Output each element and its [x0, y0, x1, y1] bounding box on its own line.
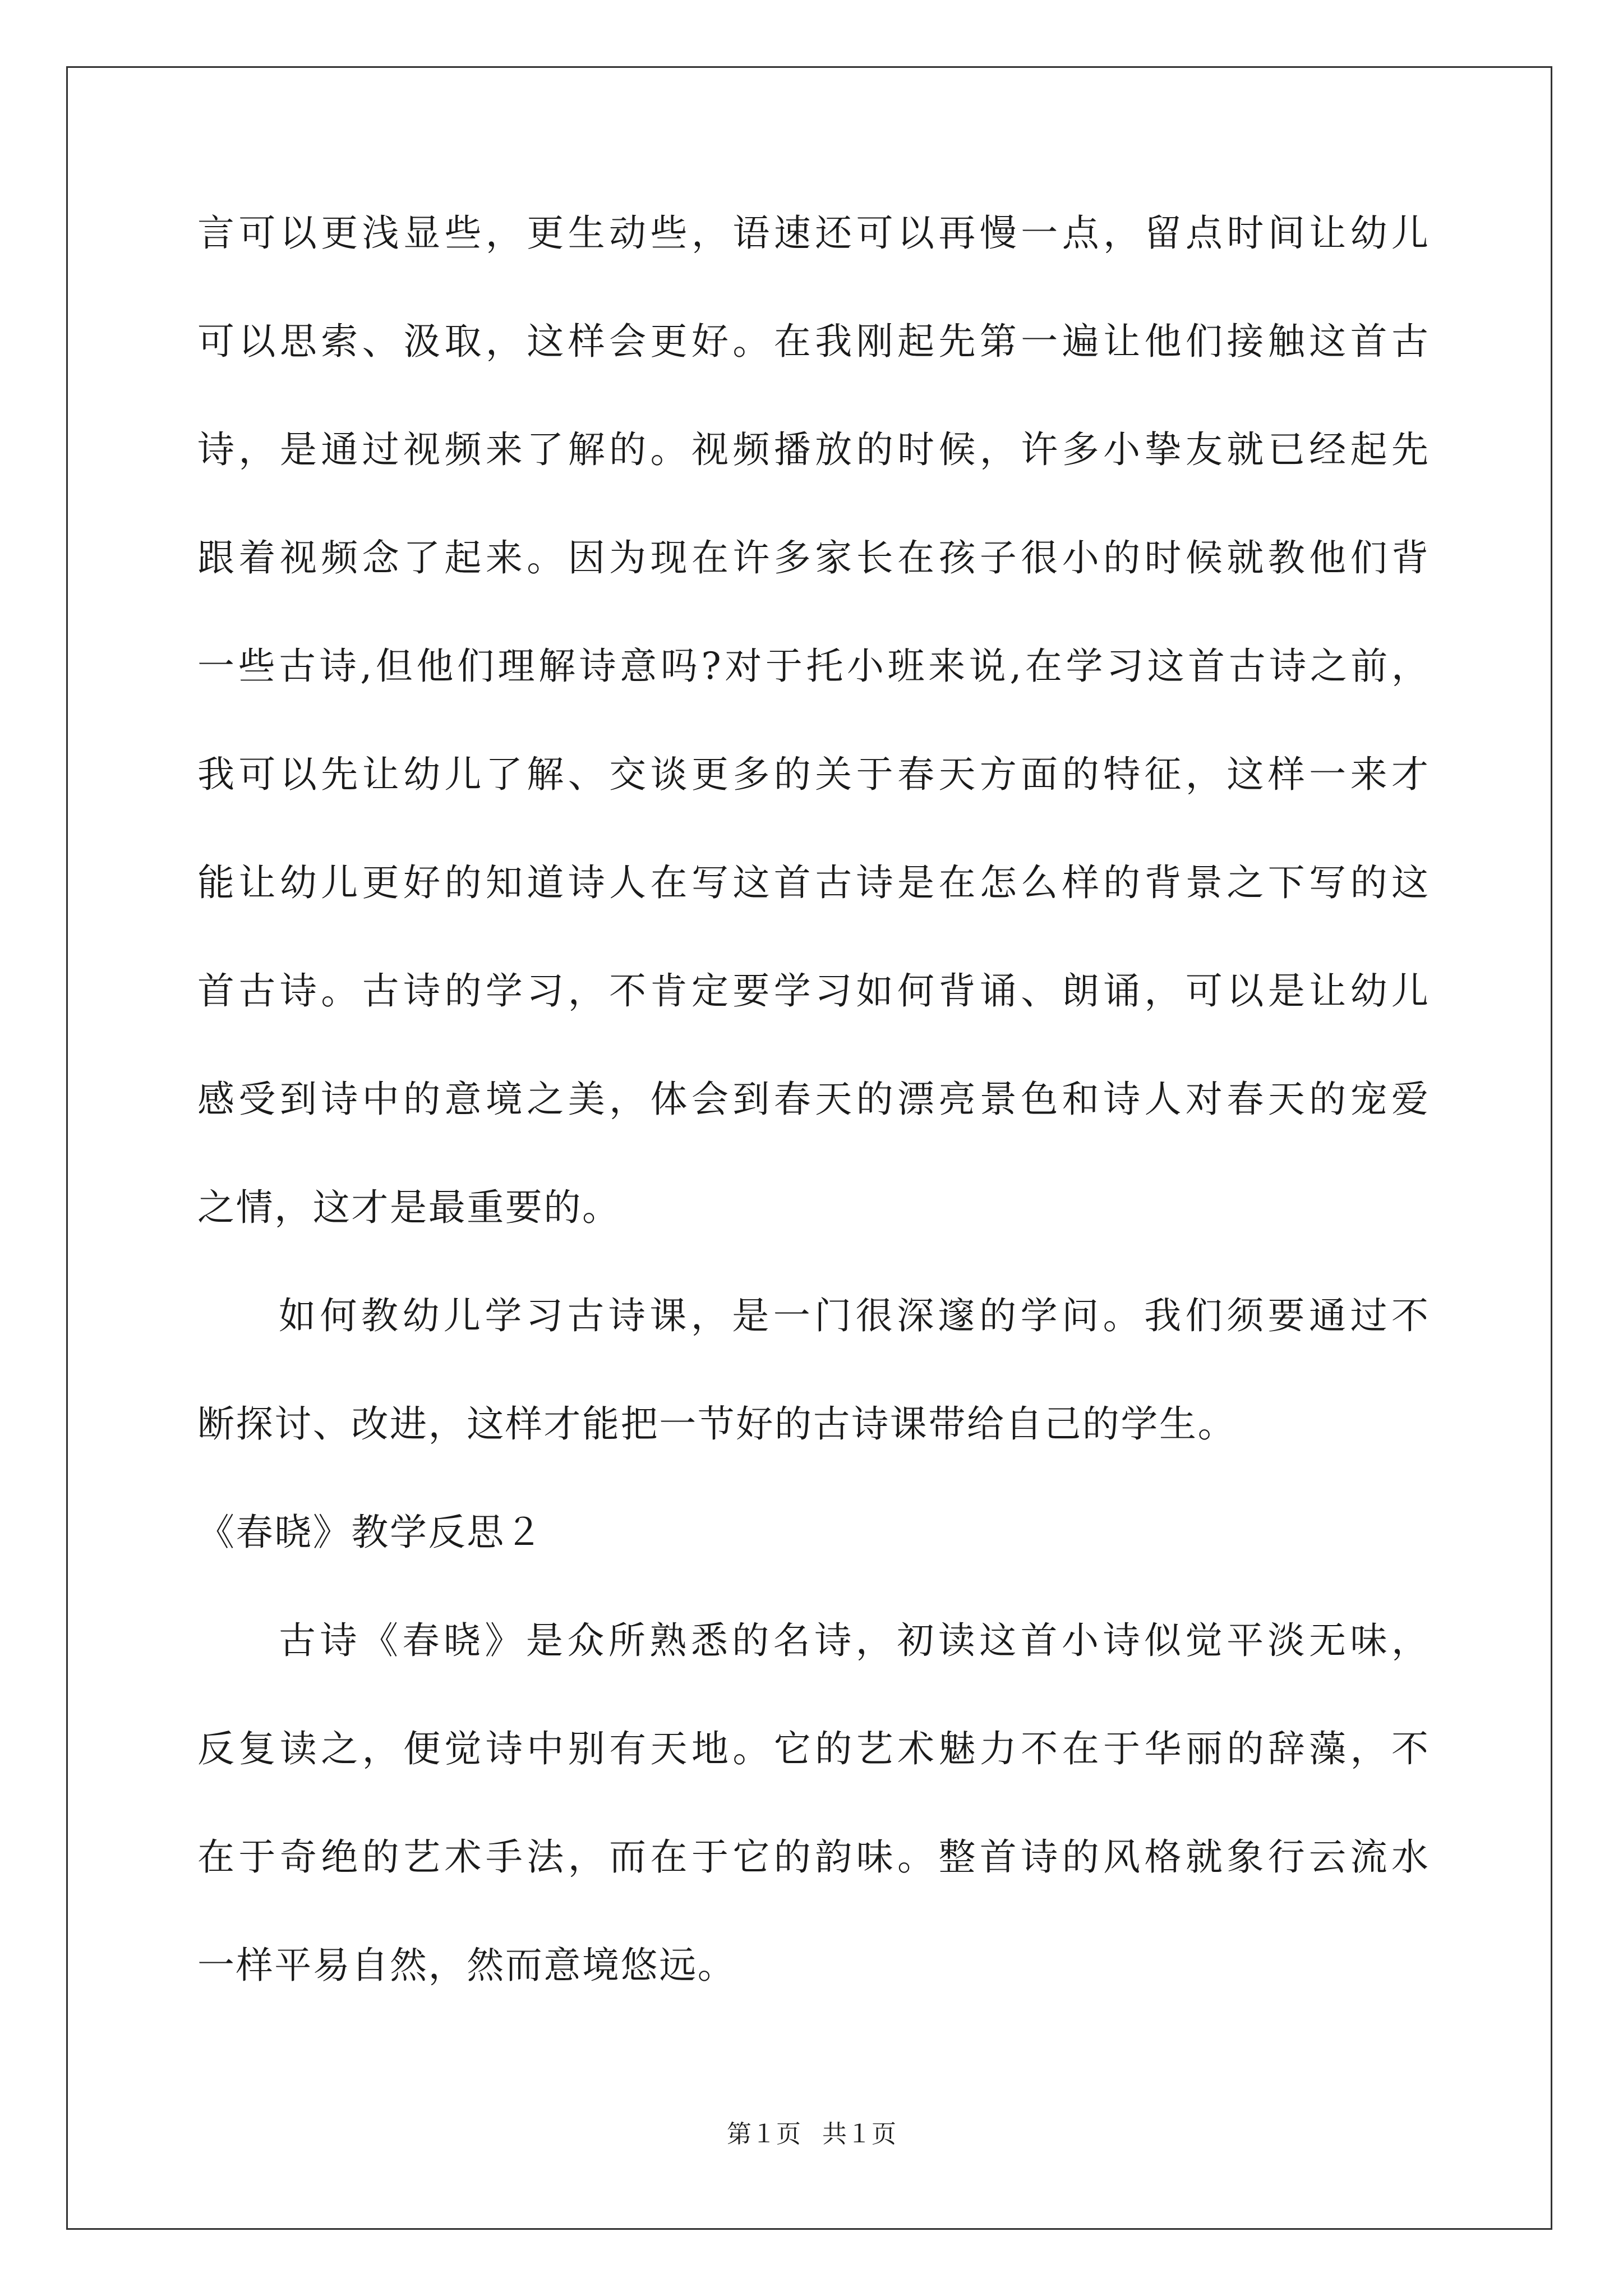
paragraph-line: 首古诗。古诗的学习，不肯定要学习如何背诵、朗诵，可以是让幼儿	[197, 969, 1428, 1013]
paragraph-line: 诗，是通过视频来了解的。视频播放的时候，许多小挚友就已经起先	[197, 428, 1428, 471]
paragraph-line: 能让幼儿更好的知道诗人在写这首古诗是在怎么样的背景之下写的这	[197, 861, 1428, 904]
document-body	[197, 206, 1428, 2047]
paragraph-line: 之情，这才是最重要的。	[197, 1186, 621, 1229]
paragraph-line: 一样平易自然，然而意境悠远。	[197, 1944, 736, 1987]
paragraph-line: 反复读之，便觉诗中别有天地。它的艺术魅力不在于华丽的辞藻，不	[197, 1727, 1428, 1770]
page-footer	[0, 2118, 1623, 2151]
page-total: 共１页	[822, 2120, 896, 2148]
paragraph-line: 断探讨、改进，这样才能把一节好的古诗课带给自己的学生。	[197, 1402, 1237, 1446]
section-heading: 《春晓》教学反思２	[197, 1511, 544, 1554]
paragraph-line: 如何教幼儿学习古诗课，是一门很深邃的学问。我们须要通过不	[279, 1294, 1428, 1337]
paragraph-line: 可以思索、汲取，这样会更好。在我刚起先第一遍让他们接触这首古	[197, 320, 1428, 363]
page-number: 第１页	[727, 2120, 801, 2148]
paragraph-line: 跟着视频念了起来。因为现在许多家长在孩子很小的时候就教他们背	[197, 536, 1428, 579]
paragraph-line: 我可以先让幼儿了解、交谈更多的关于春天方面的特征，这样一来才	[197, 753, 1428, 796]
paragraph-line: 感受到诗中的意境之美，体会到春天的漂亮景色和诗人对春天的宠爱	[197, 1078, 1428, 1121]
paragraph-line: 一些古诗,但他们理解诗意吗?对于托小班来说,在学习这首古诗之前，	[197, 645, 1428, 688]
paragraph-line: 言可以更浅显些，更生动些，语速还可以再慢一点，留点时间让幼儿	[197, 211, 1428, 255]
paragraph-line: 古诗《春晓》是众所熟悉的名诗，初读这首小诗似觉平淡无味，	[279, 1619, 1428, 1662]
paragraph-line: 在于奇绝的艺术手法，而在于它的韵味。整首诗的风格就象行云流水	[197, 1835, 1428, 1879]
